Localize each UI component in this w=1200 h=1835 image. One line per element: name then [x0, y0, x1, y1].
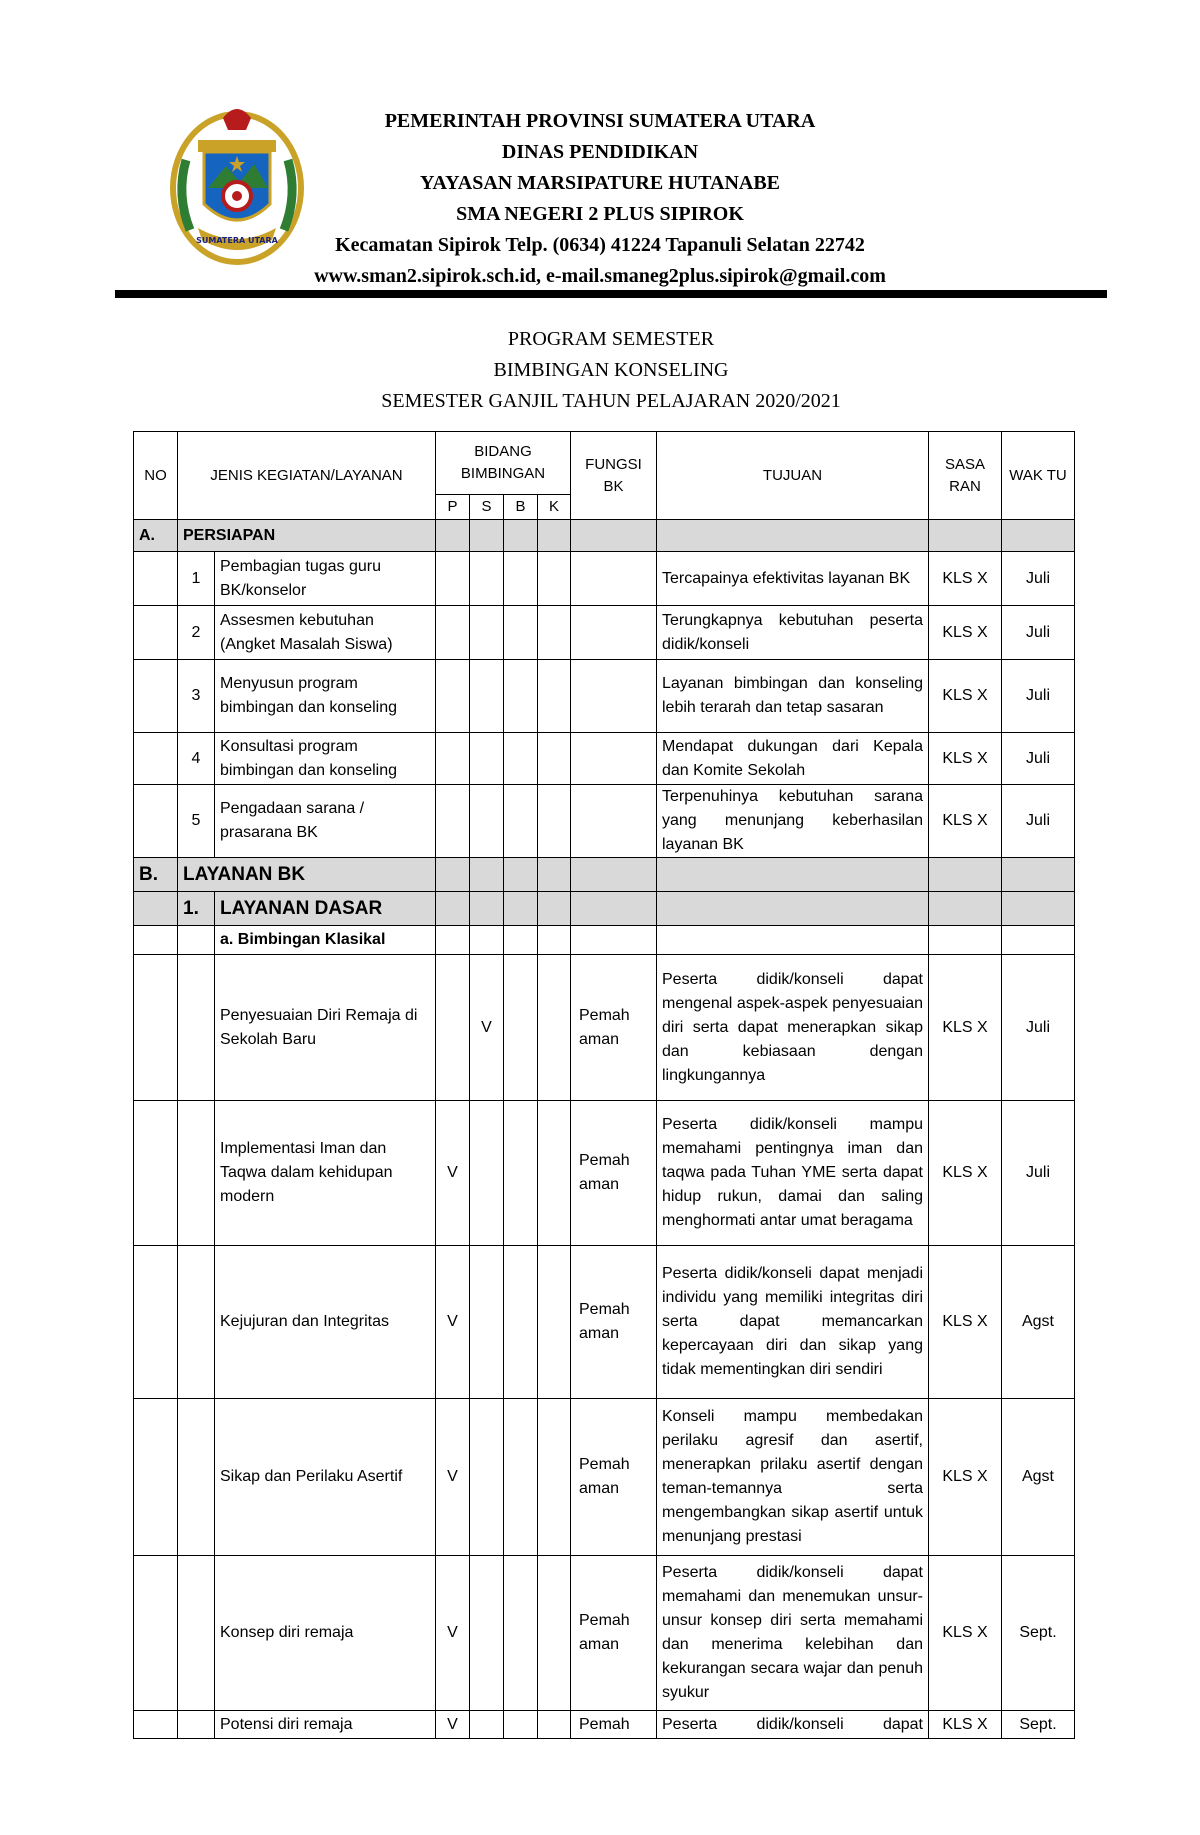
row-kegiatan: Assesmen kebutuhan (Angket Masalah Siswa)	[215, 606, 436, 660]
row-waktu: Agst	[1002, 1399, 1075, 1556]
subsection-row-layanan-dasar	[134, 892, 1075, 926]
table-row	[134, 955, 1075, 1101]
letterhead	[270, 106, 930, 292]
letterhead-line-4: SMA NEGERI 2 PLUS SIPIROK	[456, 203, 744, 225]
row-s	[470, 1101, 504, 1246]
row-tujuan: Mendapat dukungan dari Kepala dan Komite Sekolah	[657, 733, 929, 785]
row-kegiatan: Potensi diri remaja	[215, 1711, 436, 1739]
header-fungsi: FUNGSI BK	[571, 432, 657, 520]
row-k	[538, 1246, 571, 1399]
row-no: 1	[178, 552, 215, 606]
row-no: 2	[178, 606, 215, 660]
row-b	[504, 1101, 538, 1246]
row-tujuan: Tercapainya efektivitas layanan BK	[657, 552, 929, 606]
row-no: 4	[178, 733, 215, 785]
row-sasaran: KLS X	[929, 606, 1002, 660]
table-row	[134, 1556, 1075, 1711]
row-p: V	[436, 1246, 470, 1399]
letterhead-line-2: DINAS PENDIDIKAN	[501, 141, 699, 163]
header-waktu: WAK TU	[1002, 432, 1075, 520]
document-titles	[115, 324, 1107, 417]
row-waktu: Juli	[1002, 785, 1075, 858]
row-p: V	[436, 1399, 470, 1556]
row-kegiatan: Konsultasi program bimbingan dan konseling	[215, 733, 436, 785]
row-k	[538, 1101, 571, 1246]
row-s	[470, 1399, 504, 1556]
row-waktu: Agst	[1002, 1246, 1075, 1399]
row-kegiatan: Penyesuaian Diri Remaja di Sekolah Baru	[215, 955, 436, 1101]
row-p: V	[436, 1101, 470, 1246]
header-no: NO	[134, 432, 178, 520]
subsection-label: LAYANAN DASAR	[215, 892, 436, 926]
row-sasaran: KLS X	[929, 1399, 1002, 1556]
table-row	[134, 552, 1075, 606]
table-row	[134, 660, 1075, 733]
row-kegiatan: Implementasi Iman dan Taqwa dalam kehidupan modern	[215, 1101, 436, 1246]
row-waktu: Juli	[1002, 1101, 1075, 1246]
row-k	[538, 955, 571, 1101]
row-sasaran: KLS X	[929, 1101, 1002, 1246]
header-s: S	[470, 495, 504, 520]
section-label: LAYANAN BK	[178, 858, 436, 892]
table-row	[134, 1711, 1075, 1739]
section-no: A.	[134, 520, 178, 552]
subsection-label: a. Bimbingan Klasikal	[215, 926, 436, 955]
row-kegiatan: Menyusun program bimbingan dan konseling	[215, 660, 436, 733]
row-waktu: Juli	[1002, 955, 1075, 1101]
section-row-layanan-bk	[134, 858, 1075, 892]
row-fungsi: Pemah aman	[571, 1556, 657, 1711]
row-sasaran: KLS X	[929, 1246, 1002, 1399]
row-s	[470, 1246, 504, 1399]
row-kegiatan: Kejujuran dan Integritas	[215, 1246, 436, 1399]
row-sasaran: KLS X	[929, 1711, 1002, 1739]
table-row	[134, 1246, 1075, 1399]
row-tujuan: Peserta didik/konseli dapat mengenal aspek-aspek penyesuaian diri serta dapat menerapkan sikap dan kebiasaan dengan lingkungannya	[657, 955, 929, 1101]
letterhead-line-3: YAYASAN MARSIPATURE HUTANABE	[419, 172, 781, 194]
section-no: B.	[134, 858, 178, 892]
row-fungsi: Pemah aman	[571, 1246, 657, 1399]
row-sasaran: KLS X	[929, 733, 1002, 785]
row-b	[504, 1711, 538, 1739]
header-b: B	[504, 495, 538, 520]
row-kegiatan: Pengadaan sarana / prasarana BK	[215, 785, 436, 858]
row-s	[470, 1556, 504, 1711]
row-waktu: Sept.	[1002, 1556, 1075, 1711]
row-waktu: Juli	[1002, 660, 1075, 733]
subsection-no: 1.	[178, 892, 215, 926]
header-p: P	[436, 495, 470, 520]
row-waktu: Sept.	[1002, 1711, 1075, 1739]
row-fungsi: Pemah	[571, 1711, 657, 1739]
header-bidang: BIDANG BIMBINGAN	[436, 432, 571, 495]
row-sasaran: KLS X	[929, 785, 1002, 858]
row-p: V	[436, 1711, 470, 1739]
row-fungsi: Pemah aman	[571, 955, 657, 1101]
row-b	[504, 1556, 538, 1711]
row-kegiatan: Konsep diri remaja	[215, 1556, 436, 1711]
row-tujuan: Konseli mampu membedakan perilaku agresif dan asertif, menerapkan prilaku asertif dengan teman-temannya serta mengembangkan sikap asertif untuk menunjang prestasi	[657, 1399, 929, 1556]
table-row	[134, 1399, 1075, 1556]
subsection-row-klasikal	[134, 926, 1075, 955]
row-sasaran: KLS X	[929, 1556, 1002, 1711]
row-p: V	[436, 1556, 470, 1711]
row-k	[538, 1556, 571, 1711]
row-tujuan: Layanan bimbingan dan konseling lebih terarah dan tetap sasaran	[657, 660, 929, 733]
row-no: 5	[178, 785, 215, 858]
title-line-3: SEMESTER GANJIL TAHUN PELAJARAN 2020/2021	[381, 390, 841, 412]
row-kegiatan: Pembagian tugas guru BK/konselor	[215, 552, 436, 606]
section-label: PERSIAPAN	[178, 520, 436, 552]
header-tujuan: TUJUAN	[657, 432, 929, 520]
header-k: K	[538, 495, 571, 520]
table-row	[134, 733, 1075, 785]
row-waktu: Juli	[1002, 552, 1075, 606]
header-jenis: JENIS KEGIATAN/LAYANAN	[178, 432, 436, 520]
row-sasaran: KLS X	[929, 660, 1002, 733]
section-row-persiapan	[134, 520, 1075, 552]
table-row	[134, 785, 1075, 858]
row-tujuan: Terpenuhinya kebutuhan sarana yang menunjang keberhasilan layanan BK	[657, 785, 929, 858]
row-no: 3	[178, 660, 215, 733]
row-fungsi: Pemah aman	[571, 1101, 657, 1246]
row-s: V	[470, 955, 504, 1101]
row-tujuan: Peserta didik/konseli dapat memahami dan menemukan unsur-unsur konsep diri serta memahami dan menerima kelebihan dan kekurangan secara wajar dan penuh syukur	[657, 1556, 929, 1711]
row-b	[504, 955, 538, 1101]
table-row	[134, 606, 1075, 660]
row-kegiatan: Sikap dan Perilaku Asertif	[215, 1399, 436, 1556]
letterhead-contact: www.sman2.sipirok.sch.id, e-mail.smaneg2plus.sipirok@gmail.com	[314, 265, 886, 287]
svg-text:SUMATERA UTARA: SUMATERA UTARA	[196, 236, 278, 245]
title-line-2: BIMBINGAN KONSELING	[493, 359, 729, 381]
letterhead-divider	[115, 290, 1107, 298]
program-table	[133, 431, 1075, 1739]
header-sasaran: SASA RAN	[929, 432, 1002, 520]
row-tujuan: Peserta didik/konseli mampu memahami pentingnya iman dan taqwa pada Tuhan YME serta dapat hidup rukun, damai dan saling menghormati antar umat beragama	[657, 1101, 929, 1246]
row-tujuan: Terungkapnya kebutuhan peserta didik/konseli	[657, 606, 929, 660]
title-line-1: PROGRAM SEMESTER	[507, 328, 715, 350]
row-b	[504, 1399, 538, 1556]
table-row	[134, 1101, 1075, 1246]
row-tujuan: Peserta didik/konseli dapat menjadi individu yang memiliki integritas diri serta dapat memancarkan kepercayaan diri dan sikap yang tidak mementingkan diri sendiri	[657, 1246, 929, 1399]
row-sasaran: KLS X	[929, 955, 1002, 1101]
row-b	[504, 1246, 538, 1399]
row-waktu: Juli	[1002, 606, 1075, 660]
row-k	[538, 1399, 571, 1556]
row-fungsi: Pemah aman	[571, 1399, 657, 1556]
row-s	[470, 1711, 504, 1739]
row-waktu: Juli	[1002, 733, 1075, 785]
row-k	[538, 1711, 571, 1739]
row-tujuan: Peserta didik/konseli dapat	[657, 1711, 929, 1739]
letterhead-line-1: PEMERINTAH PROVINSI SUMATERA UTARA	[384, 110, 816, 132]
letterhead-address: Kecamatan Sipirok Telp. (0634) 41224 Tapanuli Selatan 22742	[335, 234, 865, 256]
row-p	[436, 955, 470, 1101]
row-sasaran: KLS X	[929, 552, 1002, 606]
